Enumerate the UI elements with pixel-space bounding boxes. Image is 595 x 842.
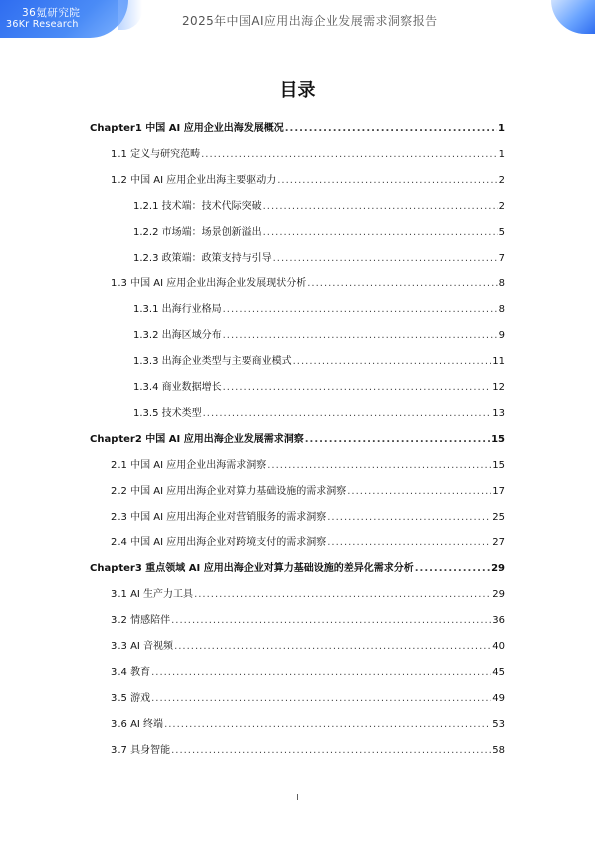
toc-entry-page: 11 [492,356,505,368]
toc-entry-title: 1.2 中国 AI 应用企业出海主要驱动力 [111,174,277,186]
toc-entry-page: 29 [492,589,505,601]
toc-section-entry[interactable] [111,485,505,499]
toc-entry-page: 40 [492,641,505,652]
brand-decoration [118,0,142,30]
toc-leader-dots [151,666,491,680]
toc-entry-page: 36 [492,615,505,627]
toc-entry-page: 15 [492,459,505,471]
toc-entry-page: 45 [492,666,505,678]
toc-entry-page: 25 [492,511,505,523]
toc-section-entry[interactable] [111,640,505,654]
toc-leader-dots [277,174,497,188]
toc-entry-title: 1.2.3 政策端：政策支持与引导 [133,252,272,264]
toc-entry-title: Chapter1 中国 AI 应用企业出海发展概况 [90,123,284,134]
brand-name-cn: 36氪研究院 [22,7,81,19]
toc-leader-dots [223,381,492,395]
toc-entry-page: 1 [498,148,505,160]
toc-entry-page: 8 [498,304,505,316]
toc-entry-title: 3.5 游戏 [111,692,151,704]
toc-entry-page: 49 [492,692,505,704]
toc-section-entry[interactable] [111,614,505,628]
toc-section-entry[interactable] [111,718,505,732]
toc-leader-dots [285,122,497,136]
toc-leader-dots [201,148,498,162]
toc-section-entry[interactable] [111,148,505,162]
toc-section-entry[interactable] [133,226,505,240]
toc-leader-dots [327,511,491,525]
toc-entry-page: 9 [498,330,505,342]
toc-section-entry[interactable] [133,381,505,395]
toc-leader-dots [171,744,491,758]
toc-leader-dots [164,718,491,732]
toc-section-entry[interactable] [133,407,505,421]
toc-leader-dots [174,640,491,654]
toc-entry-title: 1.3 中国 AI 应用企业出海企业发展现状分析 [111,278,307,290]
report-header-title: 2025年中国AI应用出海企业发展需求洞察报告 [182,14,438,28]
toc-entry-page: 53 [492,718,505,730]
toc-entry-title: 3.6 AI 终端 [111,718,164,730]
toc-entry-title: 1.3.1 出海行业格局 [133,304,222,316]
toc-leader-dots [171,614,491,628]
toc-leader-dots [305,433,490,447]
toc-section-entry[interactable] [111,744,505,758]
toc-section-entry[interactable] [133,355,505,369]
brand-name-en: 36Kr Research [6,19,79,30]
toc-leader-dots [263,226,498,240]
toc-section-entry[interactable] [133,303,505,317]
page-number: I [296,793,299,802]
toc-entry-page: 13 [492,407,505,419]
toc-section-entry[interactable] [133,200,505,214]
toc-leader-dots [415,562,490,576]
toc-leader-dots [267,459,491,473]
toc-entry-page: 2 [498,174,505,186]
toc-leader-dots [293,355,492,369]
toc-entry-title: 1.2.2 市场端：场景创新溢出 [133,226,262,238]
toc-chapter-entry[interactable] [90,122,505,136]
toc-heading: 目录 [279,80,316,101]
toc-entry-title: Chapter3 重点领域 AI 应用出海企业对算力基础设施的差异化需求分析 [90,563,414,575]
toc-section-entry[interactable] [111,277,505,291]
toc-leader-dots [273,252,498,266]
toc-entry-title: Chapter2 中国 AI 应用出海企业发展需求洞察 [90,433,304,445]
toc-entry-page: 8 [498,278,505,290]
toc-entry-title: 3.2 情感陪伴 [111,615,171,627]
toc-section-entry[interactable] [133,329,505,343]
toc-entry-title: 3.1 AI 生产力工具 [111,589,194,601]
toc-entry-page: 29 [491,563,505,575]
toc-entry-page: 2 [498,200,505,212]
toc-chapter-entry[interactable] [90,433,505,447]
toc-leader-dots [327,536,491,550]
toc-section-entry[interactable] [133,252,505,266]
toc-entry-title: 3.4 教育 [111,666,151,678]
toc-entry-page: 15 [491,433,505,445]
toc-chapter-entry[interactable] [90,562,505,576]
toc-section-entry[interactable] [111,174,505,188]
toc-leader-dots [194,588,491,602]
toc-section-entry[interactable] [111,511,505,525]
toc-section-entry[interactable] [111,536,505,550]
toc-entry-page: 5 [498,226,505,238]
toc-leader-dots [223,303,498,317]
toc-entry-page: 12 [492,382,505,393]
toc-entry-page: 7 [498,252,505,264]
toc-entry-title: 1.3.3 出海企业类型与主要商业模式 [133,356,292,368]
toc-entry-title: 1.2.1 技术端：技术代际突破 [133,200,262,212]
toc-leader-dots [263,200,498,214]
toc-entry-title: 3.7 具身智能 [111,744,171,756]
toc-entry-title: 1.3.2 出海区域分布 [133,330,222,342]
toc-entry-title: 1.3.5 技术类型 [133,407,202,419]
toc-entry-title: 3.3 AI 音视频 [111,641,174,652]
toc-section-entry[interactable] [111,666,505,680]
toc-entry-title: 1.3.4 商业数据增长 [133,382,222,393]
toc-entry-title: 2.1 中国 AI 应用企业出海需求洞察 [111,459,267,471]
toc-entry-title: 1.1 定义与研究范畴 [111,148,201,160]
toc-leader-dots [347,485,491,499]
toc-leader-dots [223,329,498,343]
toc-entry-page: 27 [492,537,505,549]
brand-logo [0,0,128,38]
toc-section-entry[interactable] [111,588,505,602]
toc-entry-page: 17 [492,485,505,497]
toc-entry-page: 58 [492,744,505,756]
corner-decoration [551,0,595,34]
toc-entry-title: 2.2 中国 AI 应用出海企业对算力基础设施的需求洞察 [111,485,347,497]
toc-entry-page: 1 [498,123,505,134]
toc-entry-title: 2.3 中国 AI 应用出海企业对营销服务的需求洞察 [111,511,327,523]
toc-section-entry[interactable] [111,459,505,473]
toc-entry-title: 2.4 中国 AI 应用出海企业对跨境支付的需求洞察 [111,537,327,549]
toc-leader-dots [203,407,492,421]
toc-leader-dots [151,692,491,706]
toc-leader-dots [307,277,497,291]
toc-section-entry[interactable] [111,692,505,706]
